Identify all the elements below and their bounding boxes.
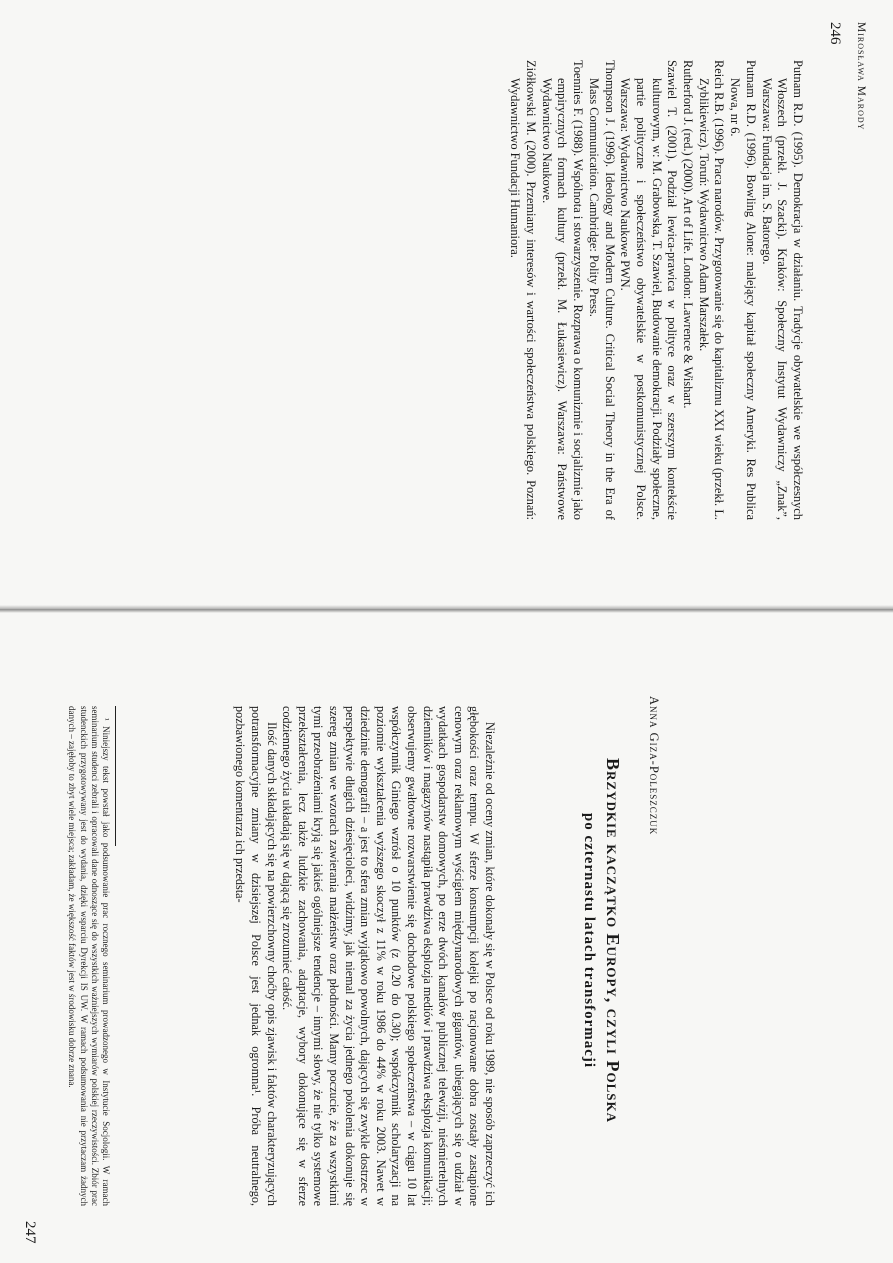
title-line-1: Brzydkie kaczątko Europy, czyli Polska	[603, 758, 623, 1123]
body-paragraph: Niezależnie od oceny zmian, które dokonały się w Polsce od roku 1989, nie sposób zaprzeczyć ich głębokości oraz tempu. W sferze konsumpcji kolejki po racjonowane dobra zostały zastąpione cenowym oraz reklamowym wyścigiem międzynarodowych gigantów, ubiegających się o udział w wydatkach gospodarstw domowych, po erze dwóch kanałów publicznej telewizji, nieśmiertelnych dzienników i magazynów nastąpiła prawdziwa eksplozja mediów i prawdziwa eksplozja komunikacji; obserwujemy gwałtowne rozwarstwienie się dochodowe polskiego społeczeństwa – w ciągu 10 lat współczynnik Giniego wzrósł o 10 punktów (z 0.20 do 0.30); współczynnik scholaryzacji na poziomie wykształcenia wyższego skoczył z 11% w roku 1986 do 44% w roku 2003. Nawet w dziedzinie demografii – a jest to sfera zmian wyjątkowo powolnych, dających się zwykle dostrzec w perspektywie długich dziesięcioleci, widzimy, jak niemal za życia jednego pokolenia dokonuje się szereg zmian we wzorach zawierania małżeństw oraz płodności. Mamy poczucie, że za wszystkimi tymi przeobrażeniami kryją się jakieś ogólniejsze tendencje – innymi słowy, że nie tylko systemowe przekształcenia, lecz także ludzkie zachowania, adaptacje, wybory dokonujące się w sferze codziennego życia układają się w dającą się zrozumieć całość.	[280, 706, 497, 1206]
right-page	[0, 618, 893, 1263]
article-author: Anna Giza-Poleszczuk	[647, 696, 661, 836]
running-head: Mirosława Marody	[855, 22, 867, 131]
page-number-left: 246	[827, 22, 843, 45]
reference-item: Ziółkowski M. (2000). Przemiany interesów i wartości społeczeństwa polskiego. Poznań: Wydawnictwo Fundacji Humaniora.	[508, 60, 539, 520]
reference-item: Putnam R.D. (1996). Bowling Alone: malejący kapitał społeczny Ameryki. Res Publica Nowa, nr 6.	[728, 60, 758, 520]
reference-item: Szawiel T. (2001). Podział lewica-prawica w polityce oraz w szerszym kontekście kulturowym, w: M. Grabowska, T. Szawiel, Budowanie demokracji. Podziały społeczne, partie polityczne i społeczeństwo obywatelskie w postkomunistycznej Polsce. Warszawa: Wydawnictwo Naukowe PWN.	[618, 60, 680, 520]
reference-item: Putnam R.D. (1995). Demokracja w działaniu. Tradycje obywatelskie we współczesnych Włoszech (przekł. J. Szacki). Kraków: Społeczny Instytut Wydawniczy „Znak”, Warszawa: Fundacja im. S. Batorego.	[759, 60, 805, 520]
reference-item: Reich R.B. (1996). Praca narodów. Przygotowanie się do kapitalizmu XXI wieku (przekł. L. Zyblikiewicz). Toruń: Wydawnictwo Adam Marszałek.	[696, 60, 727, 520]
references-list	[507, 60, 805, 520]
article-title	[577, 618, 625, 1263]
article-body	[232, 706, 497, 1206]
footnote: ¹ Niniejszy tekst powstał jako podsumowanie prac rocznego seminarium prowadzonego w Instytucie Socjologii. W ramach seminarium studenci zebrali i opracowali dane odnoszące się do wszystkich ważniejszych wymiarów polskiej rzeczywistości. Zbiór prac studenckich przygotowywany jest do wydania, dzięki wsparciu Dyrekcji IS UW. W ramach podsumowania nie przytaczam żadnych danych – zajęłoby to zbyt wiele miejsca; zakładam, że większość faktów jest w środowisku dobrze znana.	[67, 706, 111, 1206]
left-page	[0, 0, 893, 600]
body-paragraph: Ilość danych składających się na powierzchowny choćby opis zjawisk i faktów charakteryzujących potransformacyjne zmiany w dzisiejszej Polsce jest jednak ogromna¹. Próba neutralnego, pozbawionego komentarza ich przedsta-	[233, 706, 279, 1206]
title-line-2: po czternastu latach transformacji	[581, 812, 597, 1069]
book-fold	[0, 605, 893, 613]
reference-item: Thompson J. (1996). Ideology and Modern Culture. Critical Social Theory in the Era of Mass Communication. Cambridge: Polity Press.	[586, 60, 617, 520]
reference-item: Toennies F. (1988). Wspólnota i stowarzyszenie. Rozprawa o komunizmie i socjalizmie jako empirycznych formach kultury (przekł. M. Łukasiewicz). Warszawa: Państwowe Wydawnictwo Naukowe.	[539, 60, 586, 520]
reference-item: Rutherford J. (red.) (2000). Art of Life. London: Lawrence & Wishart.	[681, 60, 696, 409]
page-number-right: 247	[22, 1221, 38, 1244]
footnote-rule	[115, 706, 116, 846]
